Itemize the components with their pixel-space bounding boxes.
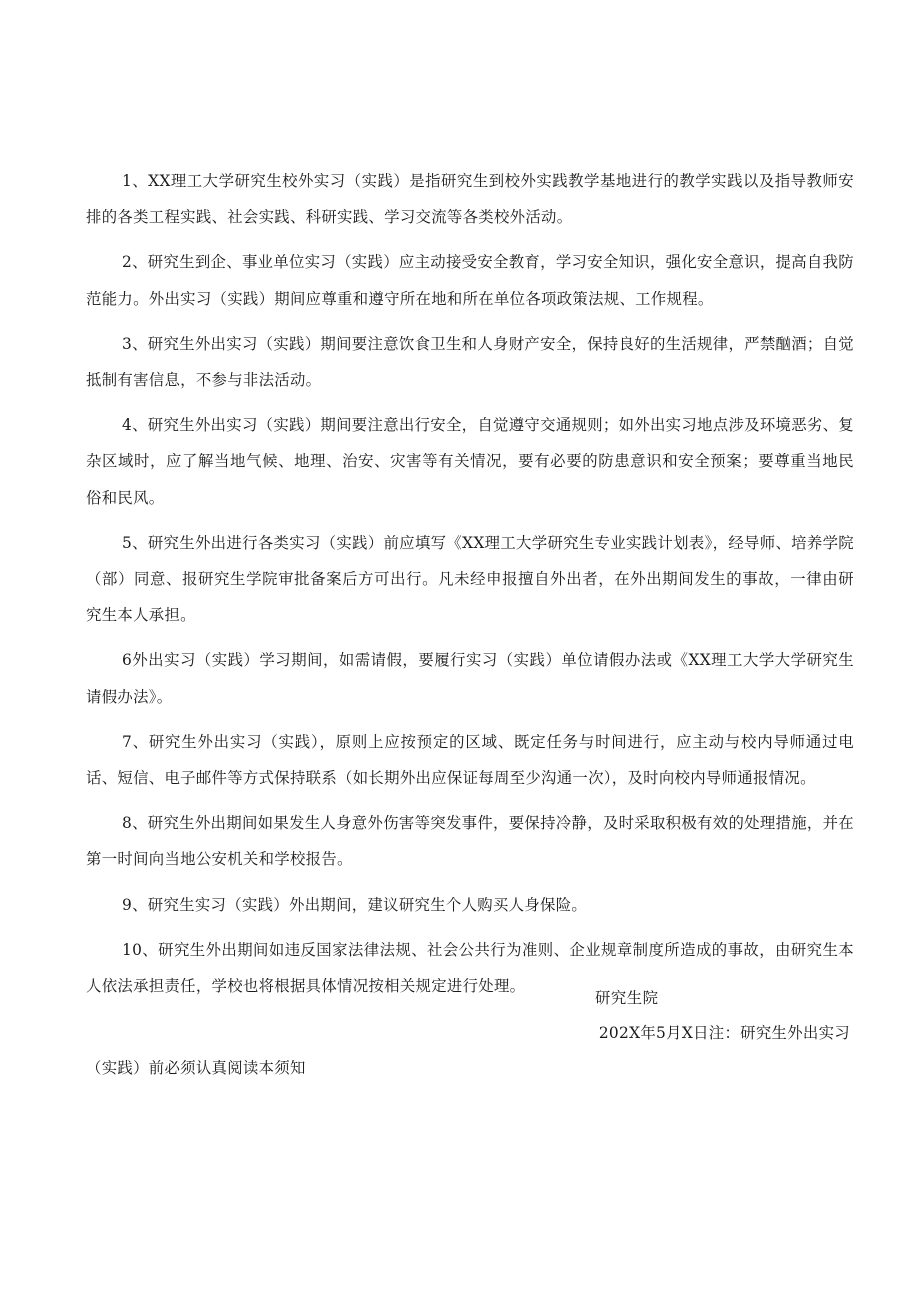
notice-item-5: 5、研究生外出进行各类实习（实践）前应填写《XX理工大学研究生专业实践计划表》，经导师、培养学院（部）同意、报研究生学院审批备案后方可出行。凡未经申报擅自外出者，在外出期间发生的事故，一律由研究生本人承担。	[86, 533, 854, 625]
notice-item-6: 6外出实习（实践）学习期间，如需请假，要履行实习（实践）单位请假办法或《XX理工大学大学研究生请假办法》。	[86, 651, 854, 706]
footnote-text: （实践）前必须认真阅读本须知	[86, 1059, 306, 1077]
notice-item-10: 10、研究生外出期间如违反国家法律法规、社会公共行为准则、企业规章制度所造成的事故，由研究生本人依法承担责任，学校也将根据具体情况按相关规定进行处理。	[86, 940, 854, 996]
notice-item-1: 1、XX理工大学研究生校外实习（实践）是指研究生到校外实践教学基地进行的教学实践以及指导教师安排的各类工程实践、社会实践、科研实践、学习交流等各类校外活动。	[86, 172, 854, 227]
notice-item-8: 8、研究生外出期间如果发生人身意外伤害等突发事件，要保持冷静，及时采取积极有效的处理措施，并在第一时间向当地公安机关和学校报告。	[86, 814, 854, 869]
notice-body	[86, 163, 854, 1013]
notice-item-3: 3、研究生外出实习（实践）期间要注意饮食卫生和人身财产安全，保持良好的生活规律，严禁酗酒；自觉抵制有害信息，不参与非法活动。	[86, 334, 854, 390]
notice-item-4: 4、研究生外出实习（实践）期间要注意出行安全，自觉遵守交通规则；如外出实习地点涉及环境恶劣、复杂区域时，应了解当地气候、地理、治安、灾害等有关情况，要有必要的防患意识和安全预案；要尊重当地民俗和民风。	[86, 416, 854, 507]
notice-item-2: 2、研究生到企、事业单位实习（实践）应主动接受安全教育，学习安全知识，强化安全意识，提高自我防范能力。外出实习（实践）期间应尊重和遵守所在地和所在单位各项政策法规、工作规程。	[86, 253, 854, 308]
signature-date-line: 202X年5月X日注：研究生外出实习	[598, 1024, 850, 1042]
signature-organization: 研究生院	[595, 989, 659, 1007]
notice-item-9: 9、研究生实习（实践）外出期间，建议研究生个人购买人身保险。	[122, 895, 588, 914]
notice-item-7: 7、研究生外出实习（实践），原则上应按预定的区域、既定任务与时间进行，应主动与校内导师通过电话、短信、电子邮件等方式保持联系（如长期外出应保证每周至少沟通一次），及时向校内导师通报情况。	[86, 732, 854, 788]
